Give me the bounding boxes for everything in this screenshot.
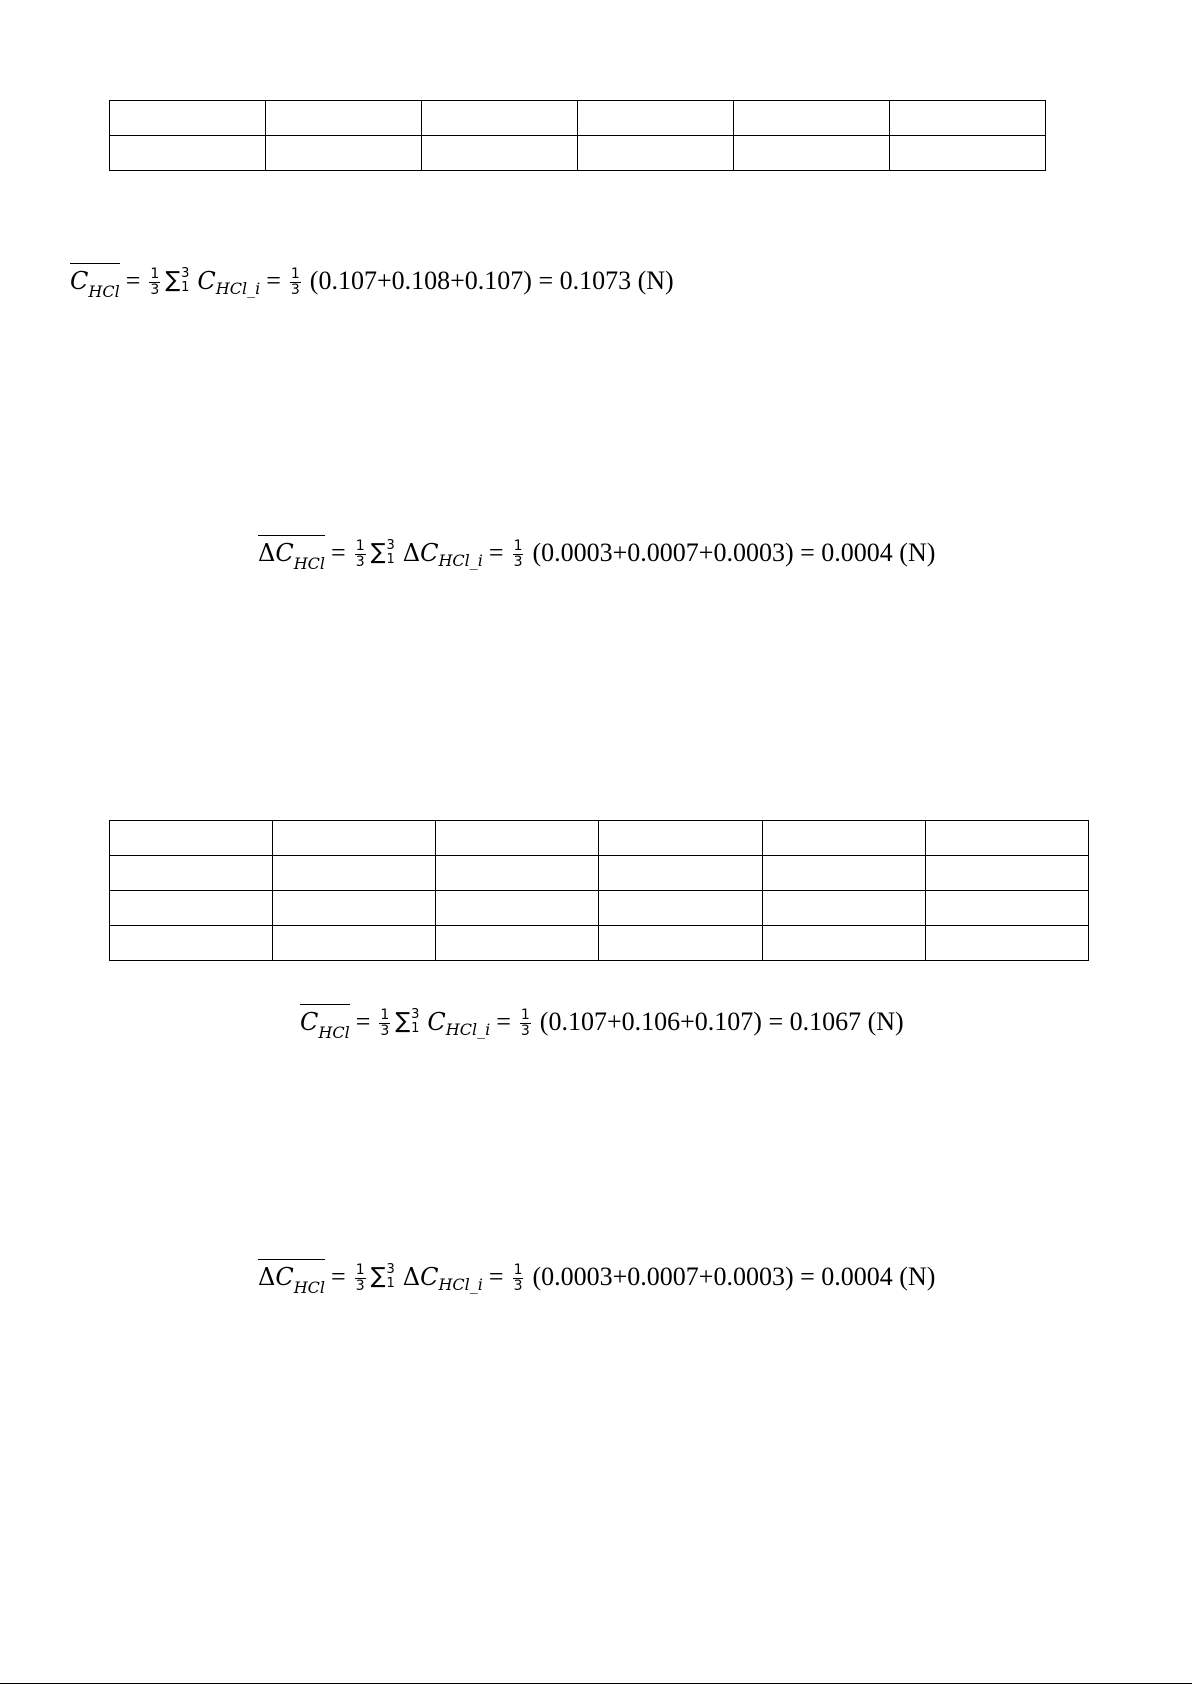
lhs-subscript: HCl bbox=[293, 1278, 326, 1298]
fraction-denominator: 3 bbox=[520, 1022, 530, 1039]
table-cell bbox=[762, 926, 925, 961]
lhs-subscript: HCl bbox=[293, 554, 326, 574]
table-cell bbox=[734, 136, 890, 171]
summation bbox=[165, 267, 189, 296]
term-symbol: C bbox=[197, 267, 216, 296]
table-cell bbox=[925, 926, 1088, 961]
page-bottom-divider bbox=[0, 1683, 1192, 1684]
table-cell bbox=[110, 821, 273, 856]
table-cell bbox=[599, 926, 762, 961]
equation-result: (0.0003+0.0007+0.0003) = 0.0004 (N) bbox=[532, 1262, 936, 1292]
table-cell bbox=[273, 821, 436, 856]
table-row bbox=[110, 891, 1089, 926]
mean-overbar-lhs bbox=[70, 267, 120, 302]
table-cell bbox=[110, 891, 273, 926]
lhs-symbol: C bbox=[70, 267, 89, 296]
mean-overbar-lhs bbox=[258, 1263, 326, 1298]
table-row bbox=[110, 856, 1089, 891]
fraction-denominator: 3 bbox=[380, 1022, 390, 1039]
fraction-numerator: 1 bbox=[150, 266, 160, 282]
sum-upper-limit: 3 bbox=[386, 537, 395, 553]
mean-uncertainty-equation-2 bbox=[258, 1261, 936, 1298]
equals-sign: = bbox=[266, 266, 281, 296]
sigma-symbol: ∑ bbox=[165, 268, 181, 294]
fraction-numerator: 1 bbox=[513, 1262, 523, 1278]
term-symbol: C bbox=[427, 1008, 446, 1037]
fraction bbox=[149, 267, 160, 297]
delta-symbol: Δ bbox=[258, 1263, 276, 1292]
fraction bbox=[290, 267, 301, 297]
fraction-denominator: 3 bbox=[513, 553, 523, 570]
table-row bbox=[110, 926, 1089, 961]
fraction-denominator: 3 bbox=[355, 553, 365, 570]
table-cell bbox=[599, 821, 762, 856]
table-cell bbox=[422, 101, 578, 136]
sum-upper-limit: 3 bbox=[181, 265, 190, 281]
table-cell bbox=[578, 101, 734, 136]
fraction-denominator: 3 bbox=[290, 281, 300, 298]
table-cell bbox=[436, 926, 599, 961]
table-cell bbox=[734, 101, 890, 136]
table-cell bbox=[273, 856, 436, 891]
table-cell bbox=[273, 891, 436, 926]
equation-result: (0.0003+0.0007+0.0003) = 0.0004 (N) bbox=[532, 538, 936, 568]
sigma-symbol: ∑ bbox=[395, 1009, 411, 1035]
fraction bbox=[355, 1263, 366, 1293]
table-cell bbox=[925, 821, 1088, 856]
sum-upper-limit: 3 bbox=[411, 1006, 420, 1022]
term-symbol: C bbox=[420, 539, 439, 568]
table-cell bbox=[599, 891, 762, 926]
table-row bbox=[110, 821, 1089, 856]
table-cell bbox=[890, 101, 1046, 136]
equals-sign: = bbox=[125, 266, 141, 296]
table-cell bbox=[436, 821, 599, 856]
lhs-symbol: C bbox=[300, 1008, 319, 1037]
fraction-denominator: 3 bbox=[513, 1277, 523, 1294]
fraction-denominator: 3 bbox=[355, 1277, 365, 1294]
mean-overbar-lhs bbox=[300, 1008, 350, 1043]
table-cell bbox=[762, 856, 925, 891]
term-subscript: HCl_i bbox=[438, 1275, 483, 1295]
fraction-numerator: 1 bbox=[380, 1007, 390, 1023]
summation bbox=[395, 1008, 419, 1037]
delta-symbol: Δ bbox=[258, 539, 276, 568]
table-cell bbox=[599, 856, 762, 891]
lhs-subscript: HCl bbox=[318, 1023, 350, 1043]
table-cell bbox=[762, 821, 925, 856]
fraction bbox=[379, 1008, 390, 1038]
fraction-numerator: 1 bbox=[355, 1262, 365, 1278]
mean-overbar-lhs bbox=[258, 539, 326, 574]
delta-symbol: Δ bbox=[402, 1263, 421, 1292]
sigma-symbol: ∑ bbox=[370, 1264, 386, 1290]
sigma-symbol: ∑ bbox=[370, 540, 386, 566]
table-cell bbox=[110, 856, 273, 891]
table-2 bbox=[109, 820, 1089, 961]
mean-concentration-equation-1 bbox=[70, 265, 674, 302]
fraction bbox=[513, 539, 524, 569]
summation bbox=[371, 1263, 395, 1292]
fraction-numerator: 1 bbox=[290, 266, 300, 282]
lhs-symbol: C bbox=[275, 539, 294, 568]
equals-sign: = bbox=[488, 538, 504, 568]
fraction bbox=[520, 1008, 531, 1038]
sum-lower-limit: 1 bbox=[386, 1276, 395, 1292]
equals-sign: = bbox=[331, 1262, 346, 1292]
sum-lower-limit: 1 bbox=[411, 1021, 420, 1037]
equals-sign: = bbox=[496, 1007, 511, 1037]
equation-result: (0.107+0.108+0.107) = 0.1073 (N) bbox=[309, 266, 674, 296]
sum-lower-limit: 1 bbox=[181, 280, 190, 296]
term-symbol: C bbox=[420, 1263, 439, 1292]
table-cell bbox=[436, 856, 599, 891]
sum-upper-limit: 3 bbox=[386, 1261, 395, 1277]
table-cell bbox=[578, 136, 734, 171]
summation bbox=[371, 539, 395, 568]
mean-uncertainty-equation-1 bbox=[258, 537, 936, 574]
table-cell bbox=[422, 136, 578, 171]
equals-sign: = bbox=[488, 1262, 504, 1292]
table-cell bbox=[436, 891, 599, 926]
table-cell bbox=[110, 101, 266, 136]
table-cell bbox=[762, 891, 925, 926]
table-cell bbox=[890, 136, 1046, 171]
table-cell bbox=[110, 136, 266, 171]
fraction-numerator: 1 bbox=[355, 538, 365, 554]
table-cell bbox=[266, 136, 422, 171]
term-subscript: HCl_i bbox=[215, 279, 261, 299]
fraction-numerator: 1 bbox=[513, 538, 523, 554]
equation-result: (0.107+0.106+0.107) = 0.1067 (N) bbox=[539, 1007, 904, 1037]
term-subscript: HCl_i bbox=[445, 1020, 491, 1040]
delta-symbol: Δ bbox=[402, 539, 421, 568]
table-cell bbox=[925, 856, 1088, 891]
table-cell bbox=[273, 926, 436, 961]
table-cell bbox=[110, 926, 273, 961]
table-cell bbox=[925, 891, 1088, 926]
fraction-denominator: 3 bbox=[150, 281, 160, 298]
sum-lower-limit: 1 bbox=[386, 552, 395, 568]
equals-sign: = bbox=[355, 1007, 371, 1037]
equals-sign: = bbox=[331, 538, 346, 568]
lhs-subscript: HCl bbox=[88, 282, 120, 302]
fraction bbox=[355, 539, 366, 569]
term-subscript: HCl_i bbox=[438, 551, 483, 571]
fraction-numerator: 1 bbox=[520, 1007, 530, 1023]
table-row bbox=[110, 136, 1046, 171]
table-cell bbox=[266, 101, 422, 136]
lhs-symbol: C bbox=[275, 1263, 294, 1292]
table-1 bbox=[109, 100, 1046, 171]
fraction bbox=[513, 1263, 524, 1293]
table-row bbox=[110, 101, 1046, 136]
mean-concentration-equation-2 bbox=[300, 1006, 904, 1043]
